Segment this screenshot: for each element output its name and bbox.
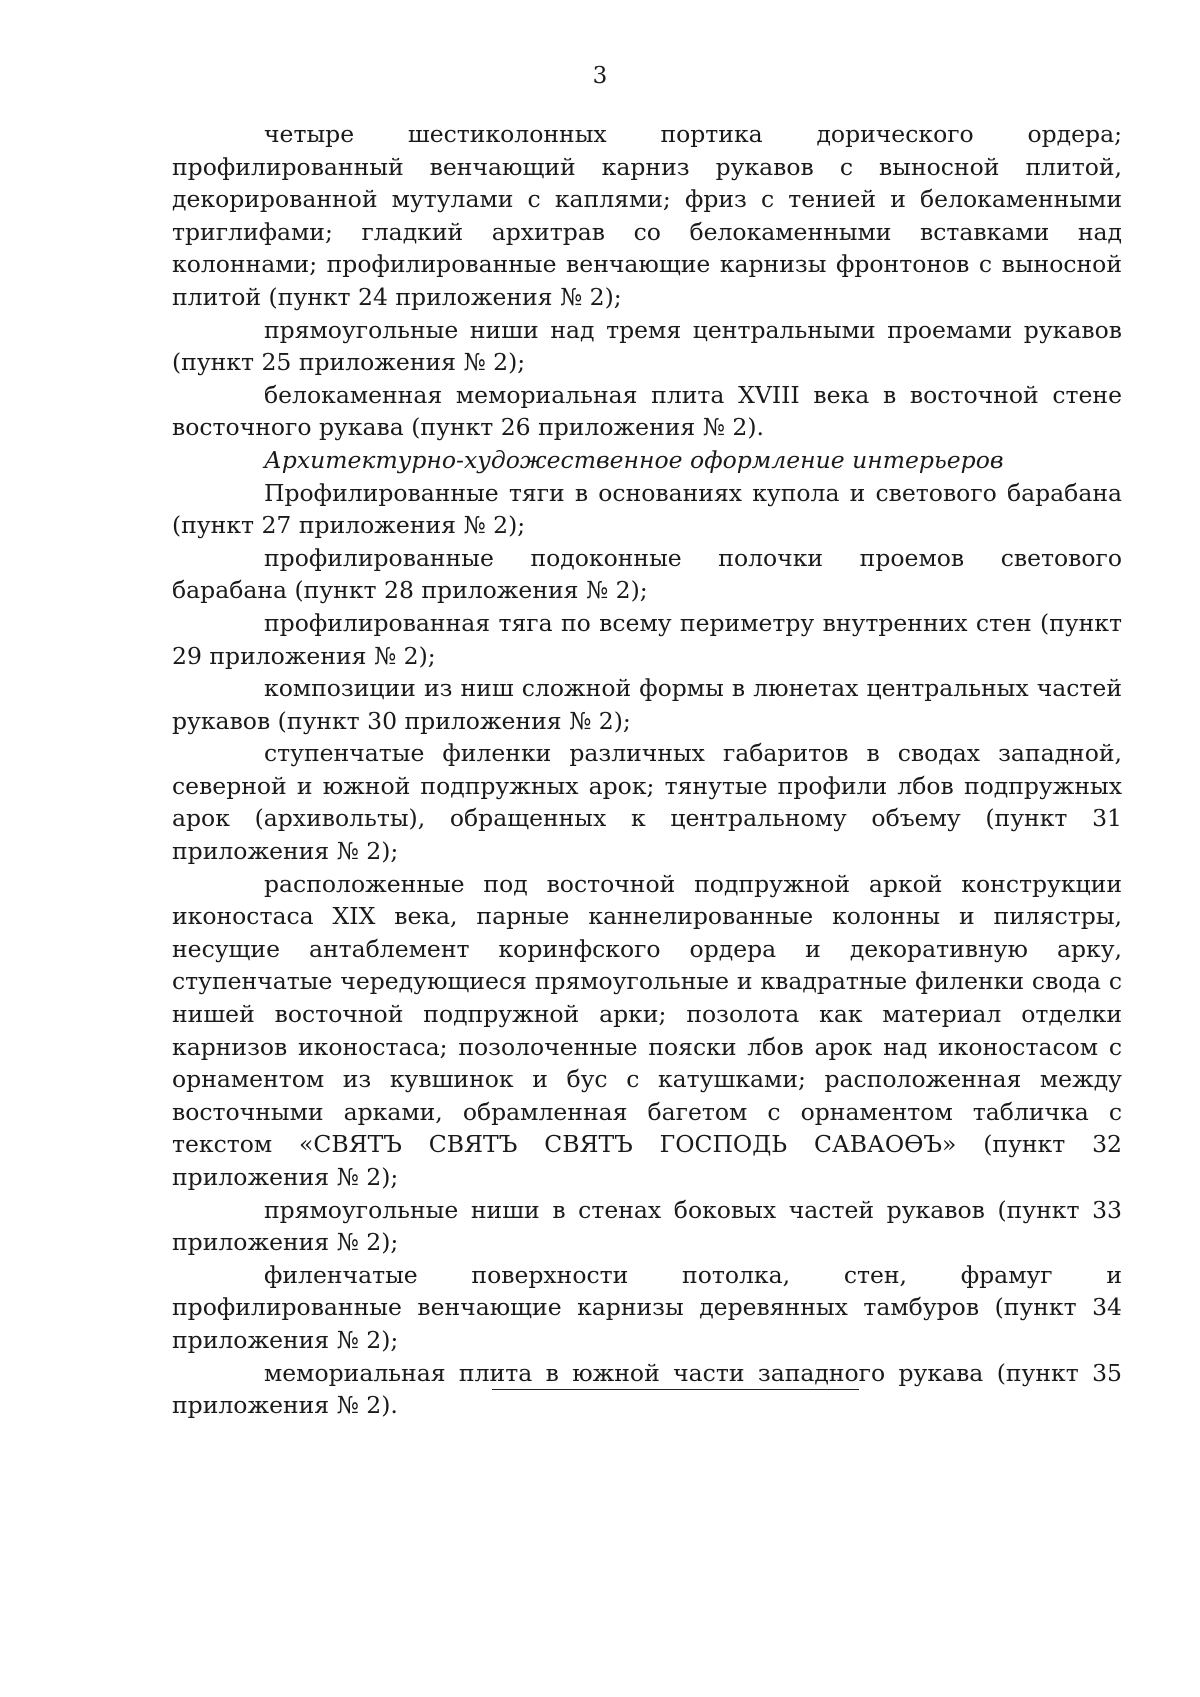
paragraph-side-niches: прямоугольные ниши в стенах боковых частей рукавов (пункт 33 приложения № 2); <box>172 1195 1122 1257</box>
end-of-document-rule <box>492 1389 859 1390</box>
paragraph-window-sills: профилированные подоконные полочки проемов светового барабана (пункт 28 приложения № 2); <box>172 543 1122 605</box>
paragraph-vestibule-panels: филенчатые поверхности потолка, стен, фрамуг и профилированные венчающие карнизы деревянных тамбуров (пункт 34 приложения № 2); <box>172 1260 1122 1354</box>
paragraph-perimeter-cornice: профилированная тяга по всему периметру внутренних стен (пункт 29 приложения № 2); <box>172 608 1122 670</box>
paragraph-exterior-portico: четыре шестиколонных портика дорического ордера; профилированный венчающий карниз рукавов с выносной плитой, декорированной мутулами с каплями; фриз с тенией и белокаменными триглифами; гладкий архитрав со белокаменными вставками над колоннами; профилированные венчающие карнизы фронтонов с выносной плитой (пункт 24 приложения № 2); <box>172 120 1122 311</box>
paragraph-memorial-slab-east: белокаменная мемориальная плита XVIII века в восточной стене восточного рукава (пункт 26 приложения № 2). <box>172 380 1122 442</box>
paragraph-iconostasis: расположенные под восточной подпружной аркой конструкции иконостаса XIX века, парные каннелированные колонны и пилястры, несущие антаблемент коринфского ордера и декоративную арку, ступенчатые чередующиеся прямоугольные и квадратные филенки свода с нишей восточной подпружной арки; позолота как материал отделки карнизов иконостаса; позолоченные пояски лбов арок над иконостасом с орнаментом из кувшинок и бус с катушками; расположенная между восточными арками, обрамленная багетом с орнаментом табличка с текстом «СВЯТЪ СВЯТЪ СВЯТЪ ГОСПОДЬ САВАОѲЪ» (пункт 32 приложения № 2); <box>172 869 1122 1191</box>
paragraph-memorial-slab-west: мемориальная плита в южной части западного рукава (пункт 35 приложения № 2). <box>172 1358 1122 1420</box>
paragraph-lunette-niches: композиции из ниш сложной формы в люнетах центральных частей рукавов (пункт 30 приложения № 2); <box>172 674 1122 735</box>
section-heading-interiors: Архитектурно-художественное оформление интерьеров <box>264 445 1004 474</box>
paragraph-rectangular-niches: прямоугольные ниши над тремя центральными проемами рукавов (пункт 25 приложения № 2); <box>172 315 1122 377</box>
document-body <box>172 118 1122 1422</box>
page-number: 3 <box>592 63 608 89</box>
paragraph-dome-cornices: Профилированные тяги в основаниях купола и светового барабана (пункт 27 приложения № 2); <box>172 478 1122 540</box>
paragraph-arch-panels: ступенчатые филенки различных габаритов в сводах западной, северной и южной подпружных арок; тянутые профили лбов подпружных арок (архивольты), обращенных к центральному объему (пункт 31 приложения № 2); <box>172 739 1122 866</box>
